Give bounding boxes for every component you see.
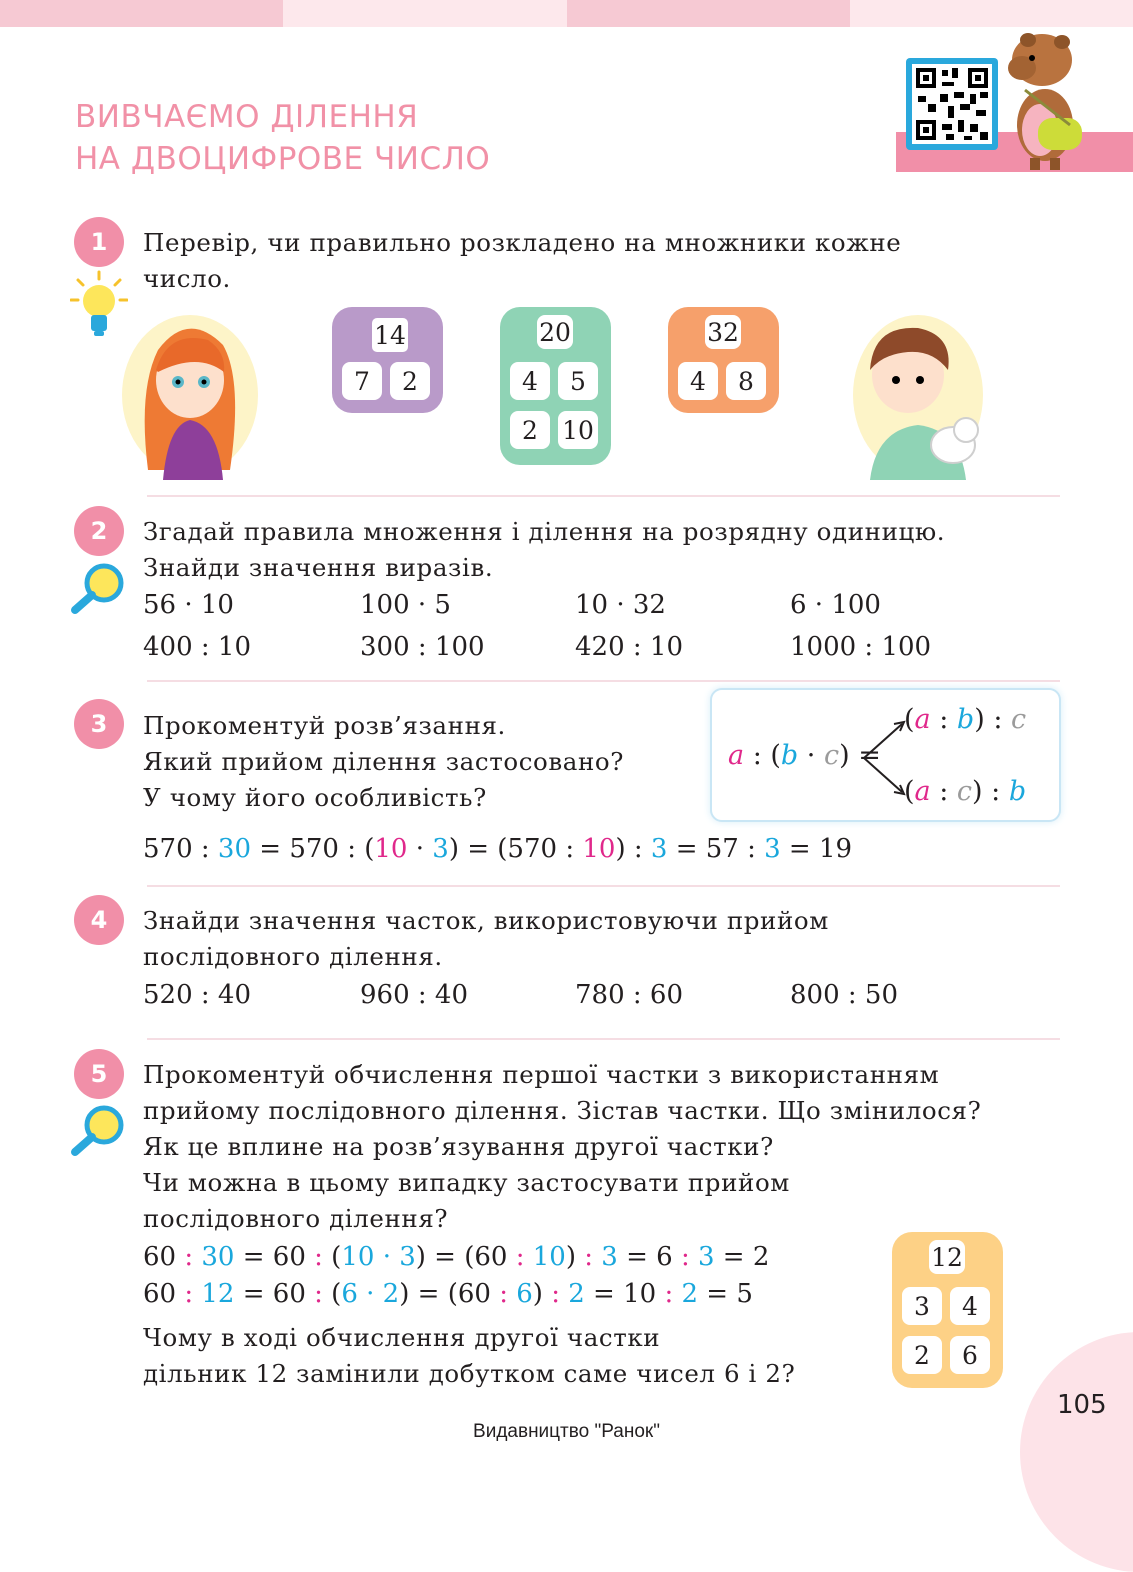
factor-box-14-top: 14 [369,315,411,355]
rule-left-side: a : (b · c) = [728,740,881,771]
divider [147,1038,1060,1040]
factor-cell: 10 [558,411,598,449]
task-2-expressions-row-1 [143,590,1043,626]
expression: 780 : 60 [575,980,683,1010]
factor-cell: 3 [902,1287,942,1325]
factor-box-32-top: 32 [705,315,741,349]
factor-cell: 8 [726,362,766,400]
expression: 10 · 32 [575,590,666,620]
factor-box-20 [500,307,611,465]
title-line-2: НА ДВОЦИФРОВЕ ЧИСЛО [75,141,491,177]
magnifier-icon [70,1105,124,1157]
expression: 420 : 10 [575,632,683,662]
task-1-line-1: Перевір, чи правильно розкладено на множники кожне [143,228,902,257]
capybara-mascot-icon [1000,30,1090,170]
factor-cell: 5 [558,362,598,400]
task-5-number: 5 [74,1049,124,1099]
factor-cell: 4 [678,362,718,400]
expression: 960 : 40 [360,980,468,1010]
factor-box-12-top: 12 [929,1240,965,1274]
division-rule-box [710,688,1061,822]
task-2-text [143,514,945,586]
branch-arrows-icon [862,718,908,798]
expression: 100 · 5 [360,590,451,620]
task-1-line-2: число. [143,264,231,293]
factor-box-20-top: 20 [537,315,573,349]
page-title [75,96,490,180]
publisher-footer: Видавництво "Ранок" [473,1421,660,1442]
rule-branch-1: (a : b) : c [904,704,1027,735]
task-4-text [143,903,829,975]
task-4-number: 4 [74,895,124,945]
factor-cell: 2 [390,362,430,400]
factor-cell: 7 [342,362,382,400]
factor-cell: 4 [950,1287,990,1325]
boy-with-cat-illustration [848,310,988,480]
expression: 6 · 100 [790,590,881,620]
divider [147,885,1060,887]
task-5-question-line-2: дільник 12 замінили добутком саме чисел 6 і 2? [143,1359,796,1388]
title-line-1: ВИВЧАЄМО ДІЛЕННЯ [75,99,419,135]
expression: 400 : 10 [143,632,251,662]
factor-cell: 2 [902,1336,942,1374]
task-3-solution: 570 : 30 = 570 : (10 · 3) = (570 : 10) : 3 = 57 : 3 = 19 [143,834,853,864]
factor-box-32 [668,307,779,413]
factor-box-14 [332,307,443,413]
task-5-solution-1: 60 : 30 = 60 : (10 · 3) = (60 : 10) : 3 = 6 : 3 = 2 [143,1242,770,1272]
task-1-number: 1 [74,217,124,267]
task-4-line-1: Знайди значення часток, використовуючи прийом [143,906,829,935]
task-3-line-3: У чому його особливість? [143,783,487,812]
task-2-line-2: Знайди значення виразів. [143,553,494,582]
page-number: 105 [1057,1390,1107,1420]
task-5-text [143,1057,981,1237]
expression: 300 : 100 [360,632,485,662]
task-5-line-3: Як це вплине на розв’язування другої частки? [143,1132,774,1161]
task-2-number: 2 [74,506,124,556]
rule-branch-2: (a : c) : b [904,776,1027,807]
divider [147,680,1060,682]
task-4-line-2: послідовного ділення. [143,942,443,971]
factor-cell: 6 [950,1336,990,1374]
task-3-number: 3 [74,699,124,749]
divider [147,495,1060,497]
expression: 56 · 10 [143,590,234,620]
task-5-question [143,1320,795,1392]
task-5-line-5: послідовного ділення? [143,1204,449,1233]
magnifier-icon [70,563,124,615]
expression: 1000 : 100 [790,632,932,662]
page-corner-decoration [1020,1332,1133,1572]
task-4-expressions-row [143,980,1043,1016]
task-3-line-1: Прокоментуй розв’язання. [143,711,506,740]
expression: 800 : 50 [790,980,898,1010]
task-5-question-line-1: Чому в ході обчислення другої частки [143,1323,661,1352]
task-5-solution-2: 60 : 12 = 60 : (6 · 2) = (60 : 6) : 2 = 10 : 2 = 5 [143,1279,753,1309]
task-5-line-4: Чи можна в цьому випадку застосувати прийом [143,1168,790,1197]
task-1-text [143,225,901,297]
expression: 520 : 40 [143,980,251,1010]
girl-illustration [118,300,258,480]
task-2-expressions-row-2 [143,632,1043,668]
task-3-line-2: Який прийом ділення застосовано? [143,747,624,776]
task-3-text [143,708,624,816]
qr-code-icon[interactable] [906,58,998,150]
top-color-bar [0,0,1133,27]
factor-cell: 2 [510,411,550,449]
task-5-line-1: Прокоментуй обчислення першої частки з використанням [143,1060,940,1089]
factor-box-12 [892,1232,1003,1388]
factor-cell: 4 [510,362,550,400]
task-5-line-2: прийому послідовного ділення. Зістав частки. Що змінилося? [143,1096,982,1125]
task-2-line-1: Згадай правила множення і ділення на розрядну одиницю. [143,517,946,546]
